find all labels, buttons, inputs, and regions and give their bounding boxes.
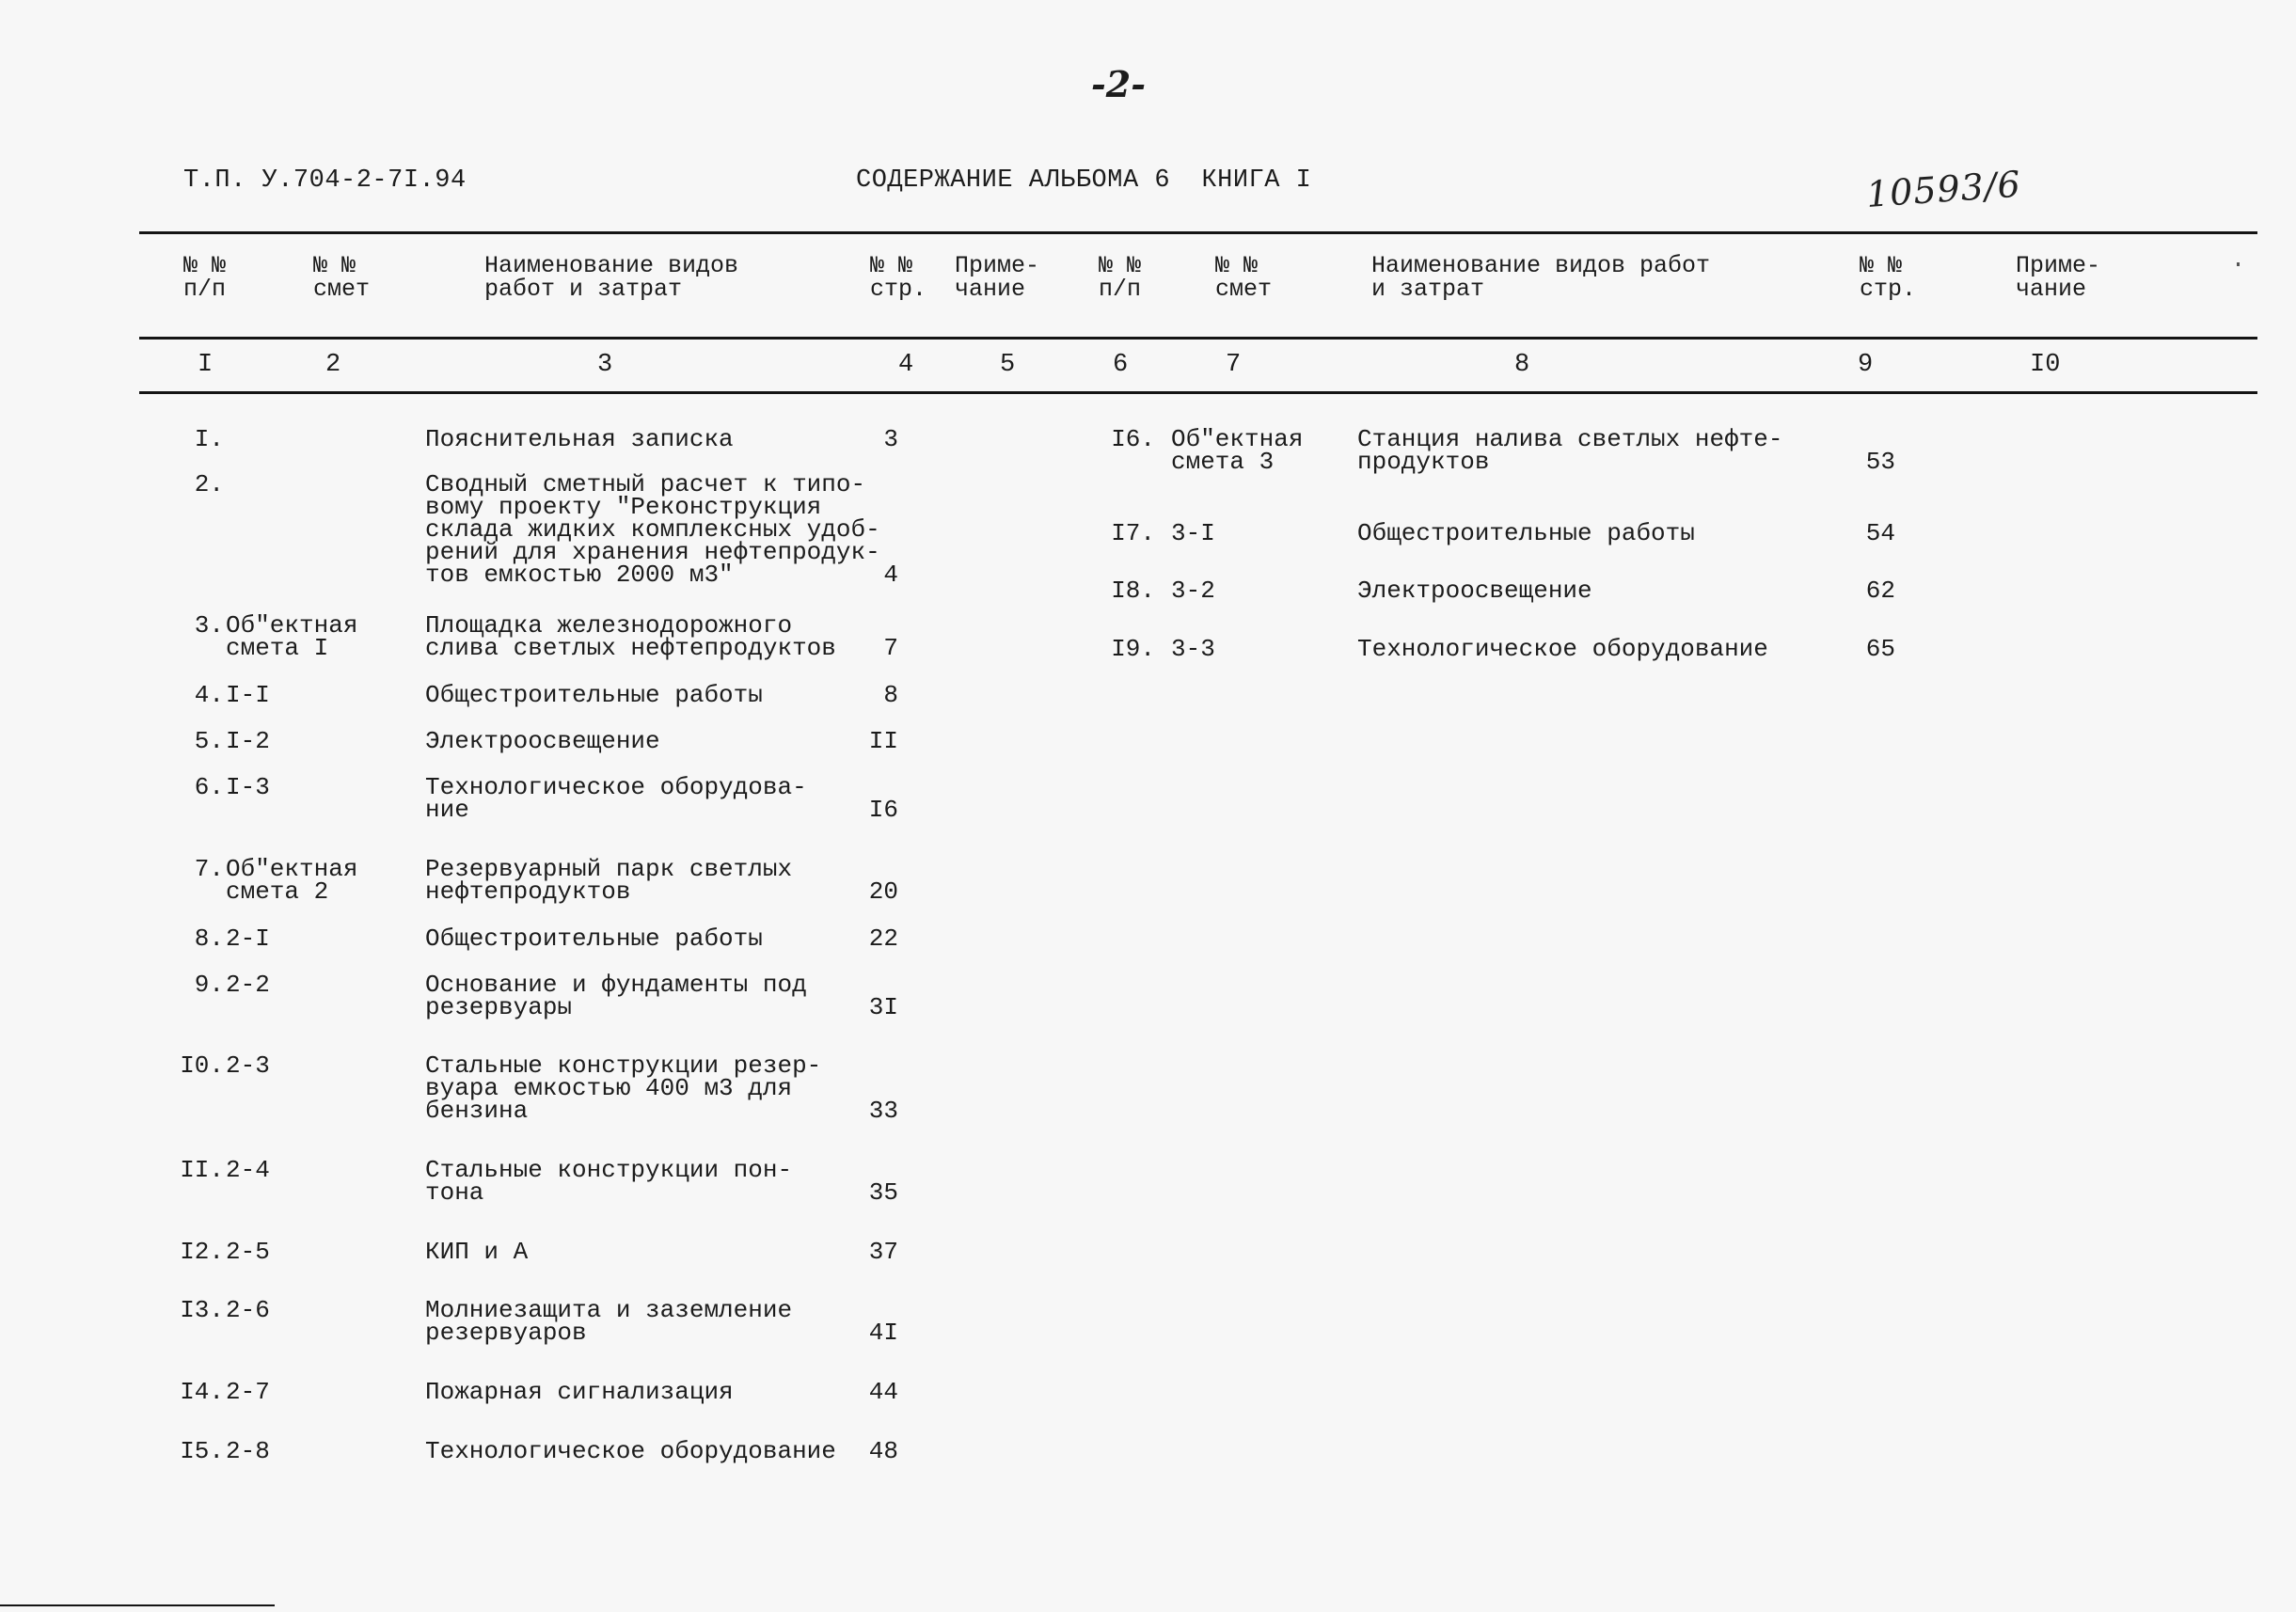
row-work-name: Электроосвещение (425, 727, 660, 755)
row-page-number: 7 (883, 634, 898, 662)
row-estimate-number: 3-I (1171, 519, 1215, 547)
row-page-number: 54 (1865, 519, 1895, 547)
row-estimate-number: Об"ектная смета 2 (226, 855, 358, 906)
row-number: 9. (194, 971, 224, 999)
row-estimate-number: Об"ектная смета 3 (1171, 425, 1304, 476)
row-work-name: Станция налива светлых нефте- продуктов (1357, 425, 1783, 476)
row-page-number: 48 (868, 1437, 898, 1465)
row-estimate-number: 2-3 (226, 1051, 270, 1080)
bottom-edge-rule (0, 1604, 275, 1606)
row-estimate-number: 3-3 (1171, 635, 1215, 663)
row-number: 4. (194, 681, 224, 709)
row-work-name: Электроосвещение (1357, 577, 1592, 605)
row-estimate-number: Об"ектная смета I (226, 611, 358, 662)
row-estimate-number: 2-6 (226, 1296, 270, 1324)
row-estimate-number: I-3 (226, 773, 270, 801)
col-number-8: 8 (1514, 351, 1530, 379)
row-page-number: 4 (883, 561, 898, 589)
row-work-name: Общестроительные работы (425, 925, 763, 953)
row-estimate-number: 2-8 (226, 1437, 270, 1465)
col-header-10: Приме- чание (2016, 252, 2101, 303)
col-header-3: Наименование видов работ и затрат (484, 252, 739, 303)
row-page-number: 33 (868, 1097, 898, 1125)
table-header-rule (139, 337, 2257, 340)
row-number: I5. (180, 1437, 224, 1465)
row-work-name: Технологическое оборудование (1357, 635, 1768, 663)
page-number: -2- (1091, 63, 1146, 105)
row-work-name: Общестроительные работы (1357, 519, 1695, 547)
col-header-2: № № смет (313, 252, 371, 303)
row-work-name: Пожарная сигнализация (425, 1378, 734, 1406)
row-estimate-number: 2-4 (226, 1156, 270, 1184)
row-number: I6. (1111, 425, 1155, 453)
scan-speck (2237, 262, 2240, 266)
row-page-number: 8 (883, 681, 898, 709)
col-number-10: I0 (2030, 351, 2061, 379)
row-work-name: Резервуарный парк светлых нефтепродуктов (425, 855, 793, 906)
row-page-number: 44 (868, 1378, 898, 1406)
row-number: 8. (194, 925, 224, 953)
row-work-name: КИП и А (425, 1238, 529, 1266)
col-number-9: 9 (1858, 351, 1874, 379)
col-header-6: № № п/п (1099, 252, 1142, 303)
row-number: 5. (194, 727, 224, 755)
row-number: I. (194, 425, 224, 453)
row-work-name: Стальные конструкции пон- тона (425, 1156, 793, 1207)
row-page-number: 4I (868, 1319, 898, 1347)
row-page-number: I6 (868, 796, 898, 824)
row-estimate-number: 2-I (226, 925, 270, 953)
col-header-8: Наименование видов работ и затрат (1371, 252, 1711, 303)
row-number: I0. (180, 1051, 224, 1080)
col-number-3: 3 (597, 351, 613, 379)
row-estimate-number: I-I (226, 681, 270, 709)
col-number-5: 5 (1000, 351, 1016, 379)
table-top-rule (139, 231, 2257, 234)
handwritten-archive-number: 10593/6 (1864, 163, 2023, 215)
row-page-number: 62 (1865, 577, 1895, 605)
col-header-1: № № п/п (183, 252, 227, 303)
row-number: 2. (194, 470, 224, 498)
row-number: 3. (194, 611, 224, 640)
row-page-number: 3I (868, 993, 898, 1021)
row-work-name: Технологическое оборудование (425, 1437, 836, 1465)
row-page-number: 37 (868, 1238, 898, 1266)
col-number-1: I (198, 351, 214, 379)
row-number: 6. (194, 773, 224, 801)
row-number: I2. (180, 1238, 224, 1266)
row-page-number: 20 (868, 877, 898, 906)
row-number: I7. (1111, 519, 1155, 547)
row-estimate-number: 2-5 (226, 1238, 270, 1266)
row-estimate-number: 2-2 (226, 971, 270, 999)
row-page-number: II (868, 727, 898, 755)
col-number-4: 4 (898, 351, 914, 379)
row-work-name: Стальные конструкции резер- вуара емкостью 400 м3 для бензина (425, 1051, 822, 1125)
col-header-7: № № смет (1215, 252, 1273, 303)
row-number: I8. (1111, 577, 1155, 605)
col-header-5: Приме- чание (955, 252, 1040, 303)
row-estimate-number: 2-7 (226, 1378, 270, 1406)
row-estimate-number: 3-2 (1171, 577, 1215, 605)
row-work-name: Сводный сметный расчет к типо- вому проекту "Реконструкция склада жидких комплексных удоб- рений для хранения нефтепродук- тов емкостью 2000 м3" (425, 470, 880, 589)
row-work-name: Площадка железнодорожного слива светлых нефтепродуктов (425, 611, 836, 662)
col-number-2: 2 (325, 351, 341, 379)
row-work-name: Технологическое оборудова- ние (425, 773, 807, 824)
row-number: 7. (194, 855, 224, 883)
row-page-number: 35 (868, 1178, 898, 1207)
row-work-name: Общестроительные работы (425, 681, 763, 709)
col-number-6: 6 (1113, 351, 1129, 379)
col-number-7: 7 (1226, 351, 1242, 379)
col-header-9: № № стр. (1860, 252, 1917, 303)
document-title: СОДЕРЖАНИЕ АЛЬБОМА 6 КНИГА I (856, 166, 1312, 195)
row-work-name: Молниезащита и заземление резервуаров (425, 1296, 793, 1347)
row-number: I3. (180, 1296, 224, 1324)
table-column-numbers-rule (139, 391, 2257, 394)
row-page-number: 53 (1865, 448, 1895, 476)
row-number: I4. (180, 1378, 224, 1406)
row-page-number: 3 (883, 425, 898, 453)
row-work-name: Основание и фундаменты под резервуары (425, 971, 807, 1021)
row-number: II. (180, 1156, 224, 1184)
row-work-name: Пояснительная записка (425, 425, 734, 453)
row-estimate-number: I-2 (226, 727, 270, 755)
row-page-number: 22 (868, 925, 898, 953)
row-page-number: 65 (1865, 635, 1895, 663)
col-header-4: № № стр. (870, 252, 927, 303)
row-number: I9. (1111, 635, 1155, 663)
document-code: Т.П. У.704-2-7I.94 (183, 166, 467, 195)
